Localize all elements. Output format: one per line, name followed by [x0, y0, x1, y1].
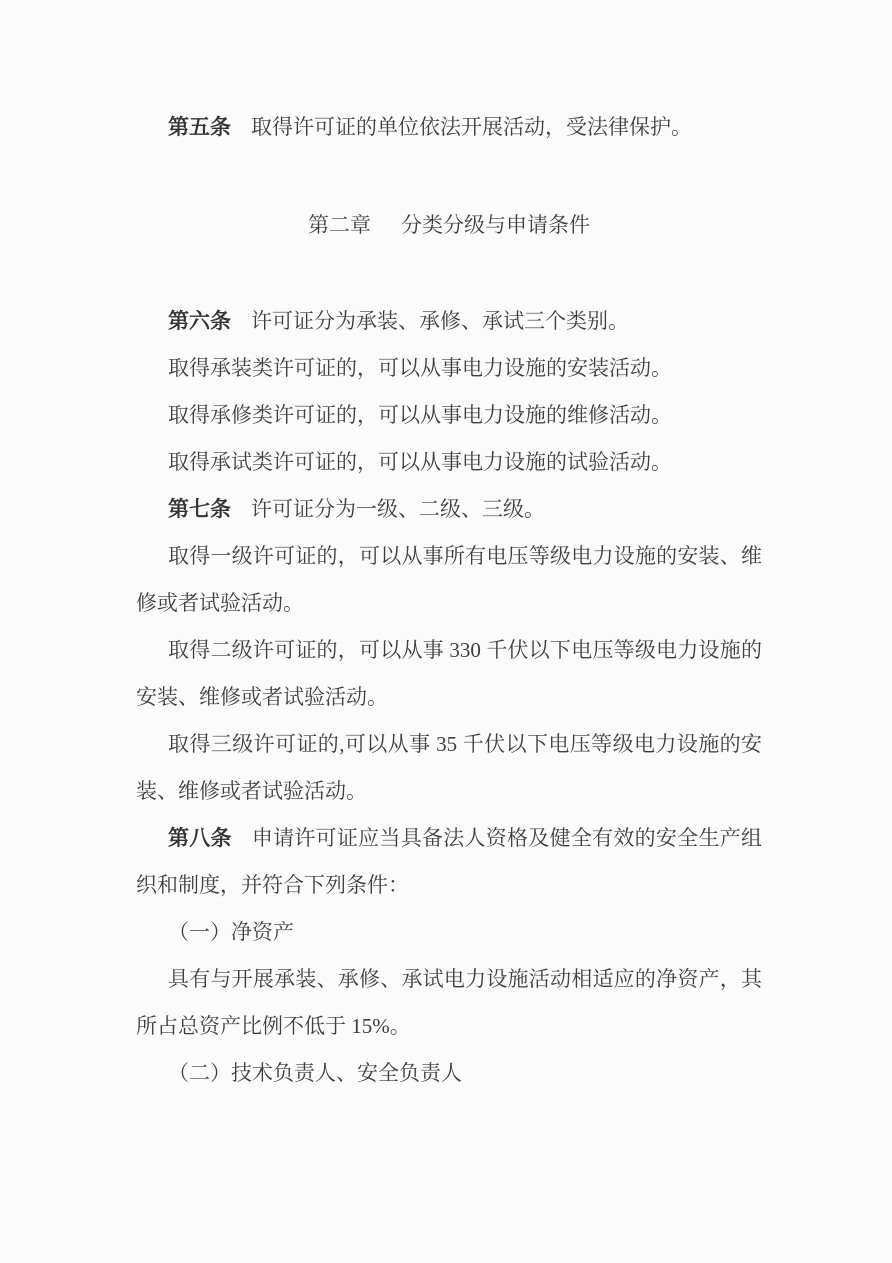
article-text: 申请许可证应当具备法人资格及健全有效的安全生产组织和制度，并符合下列条件：	[136, 826, 763, 897]
body-paragraph: 取得承试类许可证的，可以从事电力设施的试验活动。	[168, 450, 672, 474]
article-number: 第六条	[168, 309, 231, 333]
body-paragraph: （二）技术负责人、安全负责人	[168, 1061, 462, 1085]
article-number: 第五条	[168, 115, 231, 139]
article-text: 取得许可证的单位依法开展活动，受法律保护。	[251, 115, 692, 139]
body-paragraph: 取得承装类许可证的，可以从事电力设施的安装活动。	[168, 356, 672, 380]
body-paragraph: （一）净资产	[168, 920, 294, 944]
body-paragraph: 具有与开展承装、承修、承试电力设施活动相适应的净资产，其所占总资产比例不低于 15%。	[136, 967, 762, 1038]
article-paragraph-6	[136, 298, 762, 345]
article-number: 第七条	[168, 497, 231, 521]
body-paragraph: 取得一级许可证的，可以从事所有电压等级电力设施的安装、维修或者试验活动。	[136, 544, 762, 615]
article-text: 许可证分为承装、承修、承试三个类别。	[251, 309, 629, 333]
chapter-title: 分类分级与申请条件	[401, 213, 590, 237]
article-paragraph-5	[136, 104, 762, 151]
body-paragraph: 取得承修类许可证的，可以从事电力设施的维修活动。	[168, 403, 672, 427]
body-paragraph: 取得三级许可证的,可以从事 35 千伏以下电压等级电力设施的安装、维修或者试验活动。	[136, 732, 762, 803]
article-text: 许可证分为一级、二级、三级。	[251, 497, 545, 521]
document-content	[136, 104, 762, 1097]
article-paragraph-8	[136, 815, 762, 909]
article-paragraph-7	[136, 486, 762, 533]
body-paragraph: 取得二级许可证的，可以从事 330 千伏以下电压等级电力设施的安装、维修或者试验活动。	[136, 638, 762, 709]
chapter-number: 第二章	[308, 213, 371, 237]
chapter-heading	[136, 202, 762, 249]
article-number: 第八条	[168, 826, 232, 850]
